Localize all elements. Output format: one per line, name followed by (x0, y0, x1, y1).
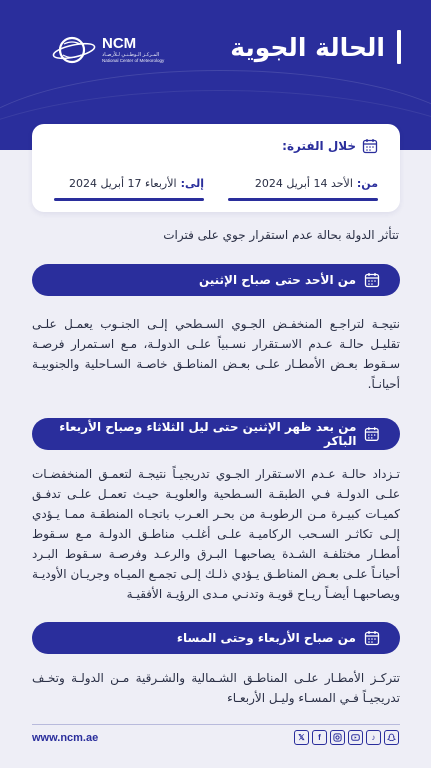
facebook-icon[interactable]: f (312, 730, 327, 745)
section-body-3: تتركـز الأمطـار علـى المناطـق الشـمالية والشـرقية مـن الدولـة وتخـف تدريجيـاً فـي المسـاء وليـل الأربعـاء (32, 671, 400, 705)
period-to (69, 177, 204, 190)
period-from (255, 177, 378, 190)
section-title: من صباح الأربعاء وحتى المساء (176, 631, 356, 645)
calendar-icon (362, 138, 378, 154)
intro-text: تتأثر الدولة بحالة عدم استقرار جوي على فترات (163, 228, 399, 242)
globe-icon (52, 35, 96, 65)
to-label: إلى: (180, 177, 204, 190)
footer-divider (32, 724, 400, 725)
section-body-1: نتيجـة لتراجـع المنخفـض الجـوي السـطحي إلـى الجنـوب يعمـل علـى تقليـل حالـة عـدم الاسـتقرار نسـبياً علـى الدولـة، مـع اسـتمرار فرصـة سـقوط بعـض الأمطـار علـى بعـض المناطـق خاصـة السـاحلية والجنوبيـة أحيانـاً. (32, 317, 400, 391)
section-heading-3 (32, 622, 400, 654)
to-value: الأربعاء 17 أبريل 2024 (68, 177, 177, 190)
calendar-icon (364, 426, 380, 442)
title-block (230, 28, 401, 66)
youtube-icon[interactable] (348, 730, 363, 745)
section-body-2: تـزداد حالـة عـدم الاسـتقرار الجـوي تدريجيـاً نتيجـة لتعمـق المنخفضـات علـى الدولـة فـي الطبقـة السـطحية والعلويـة حيـث تعمـل علـى تدفـق كميـات كبيـرة مـن الرطوبـة من بحـر العـرب باتجـاه المنطقـة ممـا يـؤدي إلـى تكاثـر السـحب الركاميـة علـى أغلـب مناطـق الدولـة مـع سـقوط أمطـار مختلفـة الشـدة يصاحبهـا البـرق والرعـد وفرصـة سـقوط البـرد أحيانـاً علـى بعـض المناطـق يـؤدي ذلـك إلـى تجمـع الميـاه وجريـان الأوديـة ويصاحبهـا أيضـاً ريـاح قويـة وتدنـي مـدى الرؤيـة الأفقيـة (32, 467, 400, 601)
from-value: الأحد 14 أبريل 2024 (254, 177, 353, 190)
section-title: من الأحد حتى صباح الإثنين (198, 273, 356, 287)
tiktok-icon[interactable]: ♪ (366, 730, 381, 745)
period-heading (282, 138, 378, 154)
instagram-icon[interactable] (330, 730, 345, 745)
section-heading-1 (32, 264, 400, 296)
section-title: من بعد ظهر الإثنين حتى ليل الثلاثاء وصباح الأربعاء الباكر (59, 420, 357, 448)
period-card (32, 124, 400, 212)
logo-english-name: National Center of Meteorology (102, 58, 165, 64)
snapchat-icon[interactable] (384, 730, 399, 745)
x-icon[interactable]: 𝕏 (294, 730, 309, 745)
social-links (294, 730, 399, 745)
title-accent-bar (397, 30, 401, 64)
from-underline (228, 198, 378, 201)
page-title: الحالة الجوية (230, 32, 385, 62)
to-underline (54, 198, 204, 201)
section-heading-2 (32, 418, 400, 450)
logo-text (102, 36, 164, 64)
period-heading-text: خلال الفترة: (282, 139, 356, 153)
ncm-logo[interactable] (52, 32, 212, 68)
calendar-icon (364, 272, 380, 288)
calendar-icon (364, 630, 380, 646)
website-link[interactable]: www.ncm.ae (32, 732, 99, 744)
from-label: من: (356, 177, 378, 190)
logo-arabic-name: المـركـز الـوطـنـي لـلأرصـاد (102, 52, 160, 59)
logo-abbreviation: NCM (102, 35, 137, 53)
